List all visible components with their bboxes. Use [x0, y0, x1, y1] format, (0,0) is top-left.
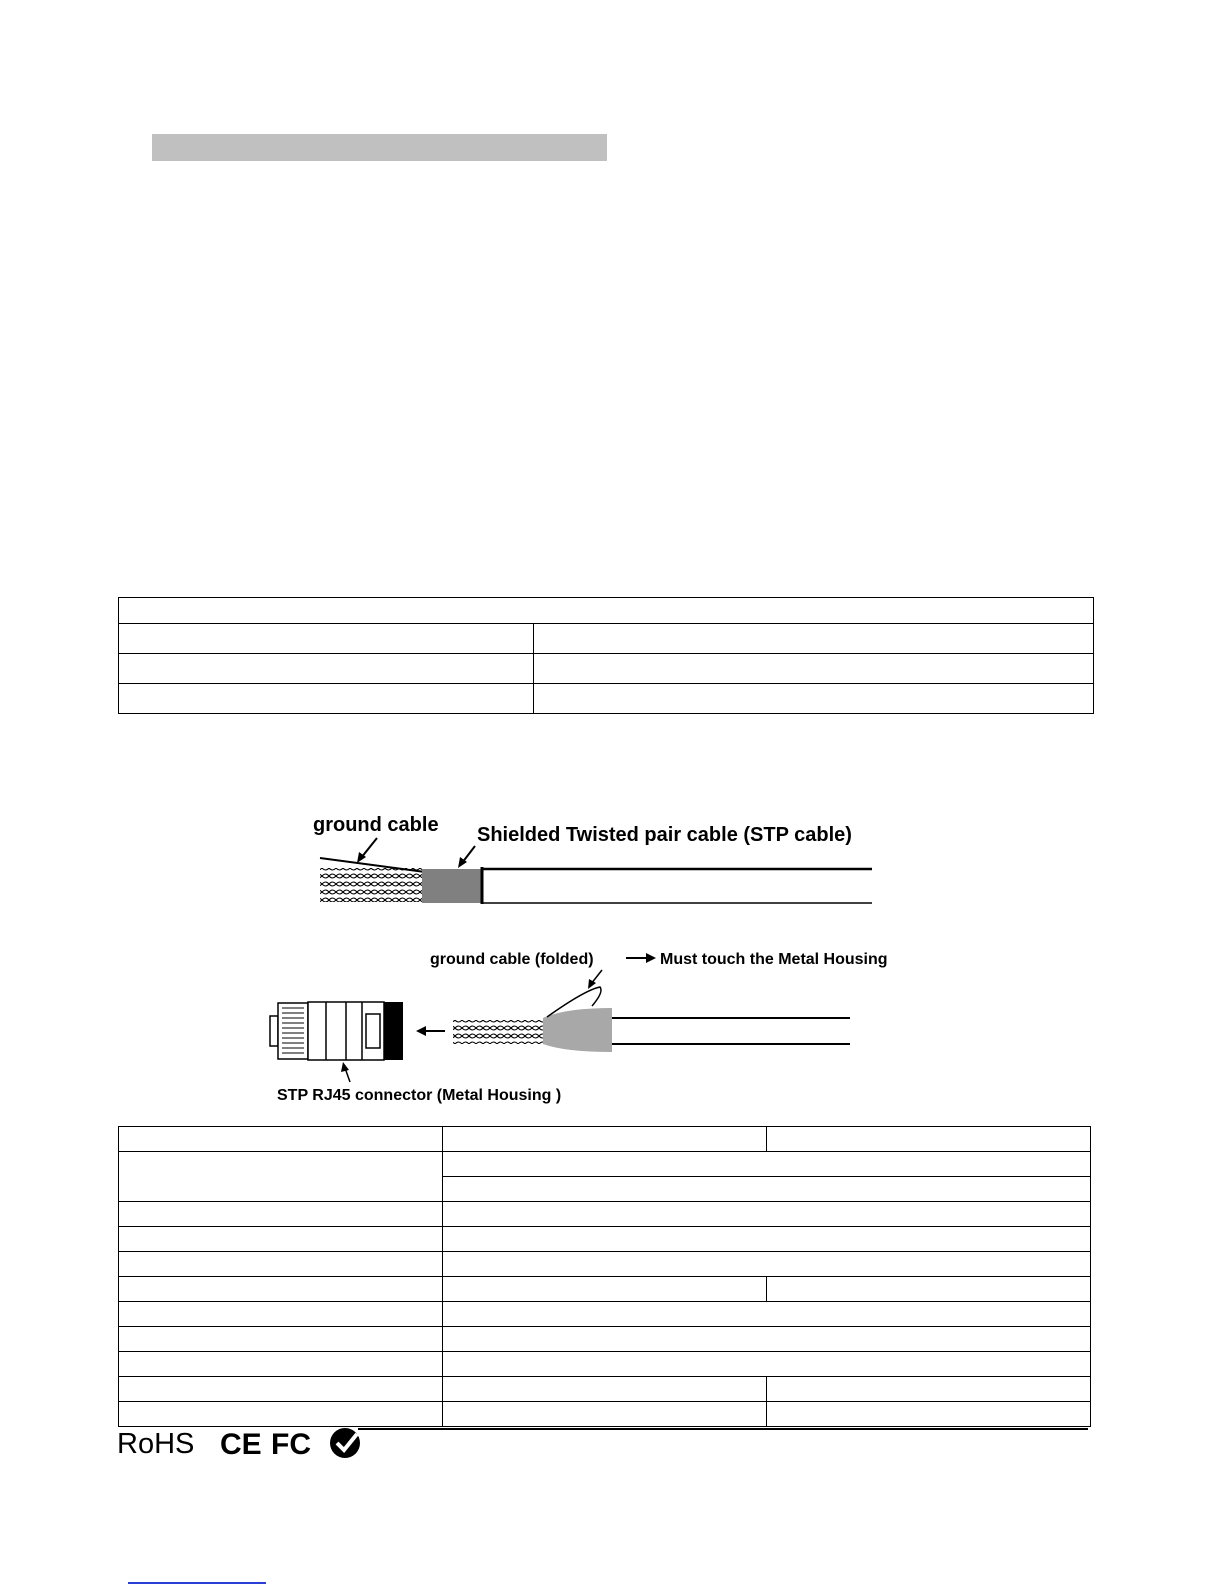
braided-shield-bottom [453, 1020, 545, 1044]
table-cell [119, 1202, 443, 1227]
table-row [119, 1152, 1091, 1177]
certification-logos [115, 1425, 375, 1461]
label-metal-housing: Must touch the Metal Housing [660, 951, 888, 968]
rohs-logo: RoHS [117, 1428, 195, 1460]
label-ground-cable: ground cable [313, 814, 439, 836]
table-cell [443, 1277, 767, 1302]
table-cell [443, 1177, 1091, 1202]
table-cell [443, 1152, 1091, 1177]
fcc-logo: FC [271, 1428, 311, 1461]
stp-rj45-connector [270, 1002, 403, 1060]
table-cell [119, 1402, 443, 1427]
label-rj45-connector: STP RJ45 connector (Metal Housing ) [277, 1087, 562, 1104]
arrow-ground [361, 838, 377, 858]
table-row [119, 1127, 1091, 1152]
braided-shield [320, 868, 422, 902]
stp-cable-top [313, 814, 872, 904]
label-stp-cable: Shielded Twisted pair cable (STP cable) [477, 824, 852, 846]
table-cell [767, 1127, 1091, 1152]
table-row [119, 1352, 1091, 1377]
table-cell [119, 1302, 443, 1327]
table-cell [119, 1152, 443, 1202]
spec-table-2 [118, 1126, 1091, 1427]
table-cell [443, 1402, 767, 1427]
table-row [119, 1327, 1091, 1352]
table-cell [443, 1352, 1091, 1377]
table-row [119, 1202, 1091, 1227]
foil-shield [422, 869, 482, 903]
table-cell [443, 1377, 767, 1402]
ce-logo: CE [220, 1428, 262, 1461]
table-row [119, 1227, 1091, 1252]
table-cell [119, 1377, 443, 1402]
table-row [119, 1277, 1091, 1302]
table-cell [119, 1277, 443, 1302]
table-cell [767, 1277, 1091, 1302]
table-cell [443, 1127, 767, 1152]
logo-divider-line [358, 1428, 1088, 1430]
table-row [119, 1377, 1091, 1402]
c-tick-logo [330, 1428, 360, 1458]
table-cell [119, 1327, 443, 1352]
table-cell [119, 1252, 443, 1277]
table-cell [767, 1402, 1091, 1427]
rj45-assembly [270, 951, 888, 1104]
table-row [119, 1252, 1091, 1277]
table-cell [443, 1252, 1091, 1277]
table-cell [443, 1327, 1091, 1352]
table-cell [443, 1227, 1091, 1252]
table-cell [119, 1352, 443, 1377]
table-cell [443, 1202, 1091, 1227]
table-cell [443, 1302, 1091, 1327]
footnote-rule [128, 1582, 266, 1584]
table-row [119, 1302, 1091, 1327]
table-cell [119, 1227, 443, 1252]
folded-ground-shield [543, 1008, 612, 1052]
table-row [119, 1402, 1091, 1427]
label-ground-folded: ground cable (folded) [430, 951, 594, 968]
table-cell [767, 1377, 1091, 1402]
table-cell [119, 1127, 443, 1152]
